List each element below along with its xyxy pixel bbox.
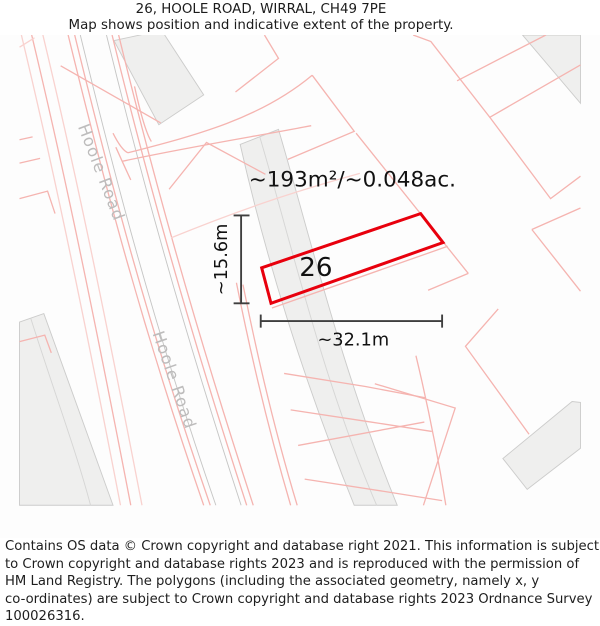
copyright-notice <box>5 538 598 626</box>
width-dimension-label: ~32.1m <box>317 330 390 351</box>
copyright-line: 100026316. <box>5 609 85 624</box>
copyright-line: HM Land Registry. The polygons (including the associated geometry, namely x, y <box>5 574 540 589</box>
map-canvas <box>0 35 600 538</box>
page-subtitle: Map shows position and indicative extent of the property. <box>68 17 454 33</box>
height-dimension-line <box>234 215 250 303</box>
road-label-lower: Hoole Road <box>148 328 200 432</box>
plot-number-label: 26 <box>299 253 333 284</box>
copyright-line: co-ordinates) are subject to Crown copyright and database rights 2023 Ordnance Survey <box>5 591 593 607</box>
road-label-upper: Hoole Road <box>74 121 129 224</box>
property-map <box>0 35 600 538</box>
copyright-line: Contains OS data © Crown copyright and database right 2021. This information is subject <box>5 539 600 554</box>
page-title: 26, HOOLE ROAD, WIRRAL, CH49 7PE <box>135 2 387 17</box>
area-label: ~193m²/~0.048ac. <box>248 167 456 193</box>
copyright-line: to Crown copyright and database rights 2023 and is reproduced with the permission of <box>5 556 580 572</box>
map-header <box>0 2 522 34</box>
height-dimension-label: ~15.6m <box>212 223 233 296</box>
building-top-left <box>114 35 204 125</box>
